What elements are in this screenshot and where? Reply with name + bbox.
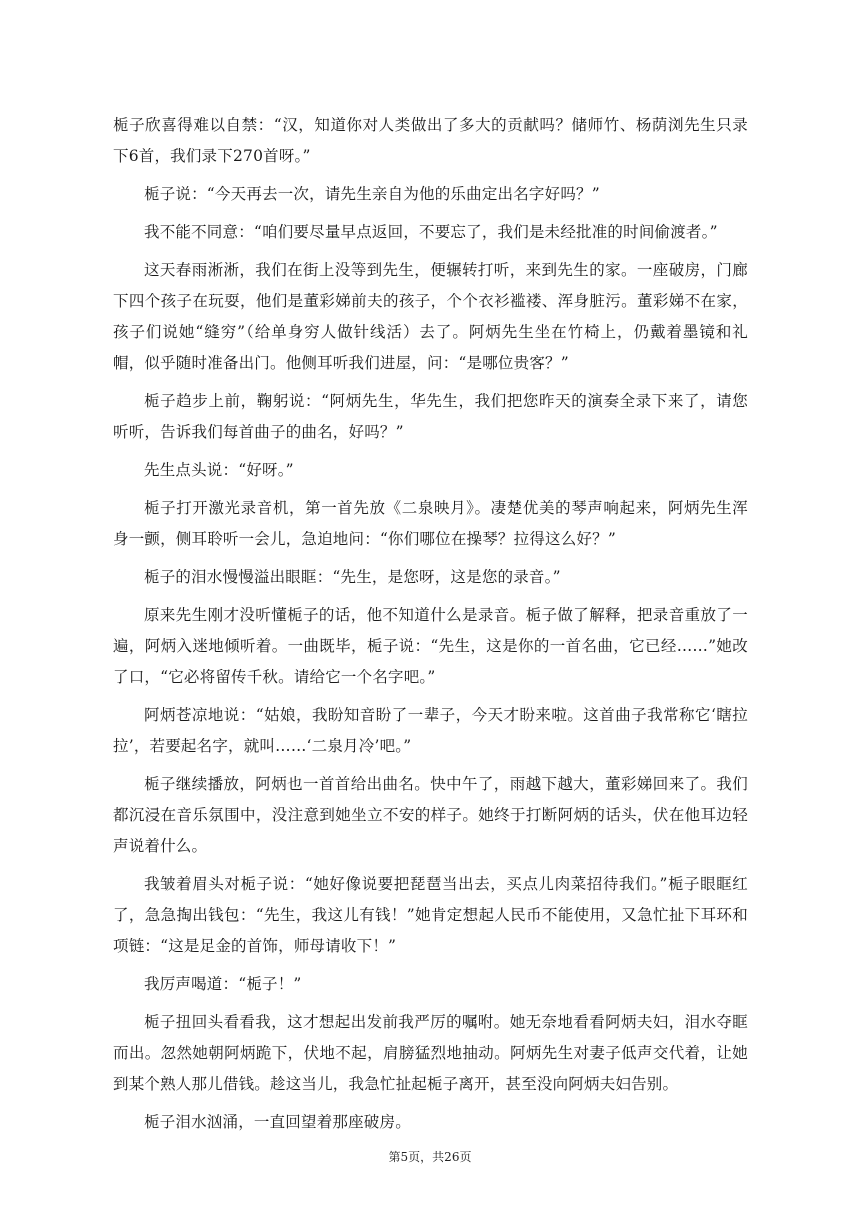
- paragraph: 栀子趋步上前，鞠躬说：“阿炳先生，华先生，我们把您昨天的演奏全录下来了，请您听听，告诉我们每首曲子的曲名，好吗？”: [113, 392, 748, 441]
- paragraph: 原来先生刚才没听懂栀子的话，他不知道什么是录音。栀子做了解释，把录音重放了一遍，阿炳入迷地倾听着。一曲既毕，栀子说：“先生，这是你的一首名曲，它已经……”她改了口，“它必将留传千秋。请给它一个名字吧。”: [113, 606, 748, 686]
- paragraph: 栀子扭回头看看我，这才想起出发前我严厉的嘱咐。她无奈地看看阿炳夫妇，泪水夺眶而出。忽然她朝阿炳跪下，伏地不起，肩膀猛烈地抽动。阿炳先生对妻子低声交代着，让她到某个熟人那儿借钱。趁这当儿，我急忙扯起栀子离开，甚至没向阿炳夫妇告别。: [113, 1013, 748, 1093]
- paragraph: 我厉声喝道：“栀子！”: [144, 975, 302, 993]
- paragraph: 栀子打开激光录音机，第一首先放《二泉映月》。凄楚优美的琴声响起来，阿炳先生浑身一颤，侧耳聆听一会儿，急迫地问：“你们哪位在操琴？拉得这么好？”: [113, 499, 748, 548]
- page-number-footer: 第5页，共26页: [388, 1150, 472, 1164]
- paragraph: 栀子说：“今天再去一次，请先生亲自为他的乐曲定出名字好吗？”: [144, 185, 600, 203]
- paragraph: 先生点头说：“好呀。”: [144, 461, 294, 479]
- paragraph: 我皱着眉头对栀子说：“她好像说要把琵琶当出去，买点儿肉菜招待我们。”栀子眼眶红了，急急掏出钱包：“先生，我这儿有钱！”她肯定想起人民币不能使用，又急忙扯下耳环和项链：“这是足金的首饰，师母请收下！”: [113, 875, 748, 955]
- paragraph: 这天春雨淅淅，我们在街上没等到先生，便辗转打听，来到先生的家。一座破房，门廊下四个孩子在玩耍，他们是董彩娣前夫的孩子，个个衣衫褴褛、浑身脏污。董彩娣不在家，孩子们说她“缝穷”（给单身穷人做针线活）去了。阿炳先生坐在竹椅上，仍戴着墨镜和礼帽，似乎随时准备出门。他侧耳听我们进屋，问：“是哪位贵客？”: [113, 261, 748, 372]
- paragraph: 阿炳苍凉地说：“姑娘，我盼知音盼了一辈子，今天才盼来啦。这首曲子我常称它‘瞎拉拉’，若要起名字，就叫……‘二泉月冷’吧。”: [113, 706, 748, 755]
- paragraph: 栀子继续播放，阿炳也一首首给出曲名。快中午了，雨越下越大，董彩娣回来了。我们都沉浸在音乐氛围中，没注意到她坐立不安的样子。她终于打断阿炳的话头，伏在他耳边轻声说着什么。: [113, 775, 748, 855]
- paragraph: 我不能不同意：“咱们要尽量早点返回，不要忘了，我们是未经批准的时间偷渡者。”: [144, 223, 718, 241]
- paragraph: 栀子的泪水慢慢溢出眼眶：“先生，是您呀，这是您的录音。”: [144, 568, 561, 586]
- document-body: [113, 110, 748, 1145]
- paragraph: 栀子泪水汹涌，一直回望着那座破房。: [144, 1113, 411, 1131]
- paragraph: 栀子欣喜得难以自禁：“汉，知道你对人类做出了多大的贡献吗？储师竹、杨荫浏先生只录下6首，我们录下270首呀。”: [113, 116, 748, 165]
